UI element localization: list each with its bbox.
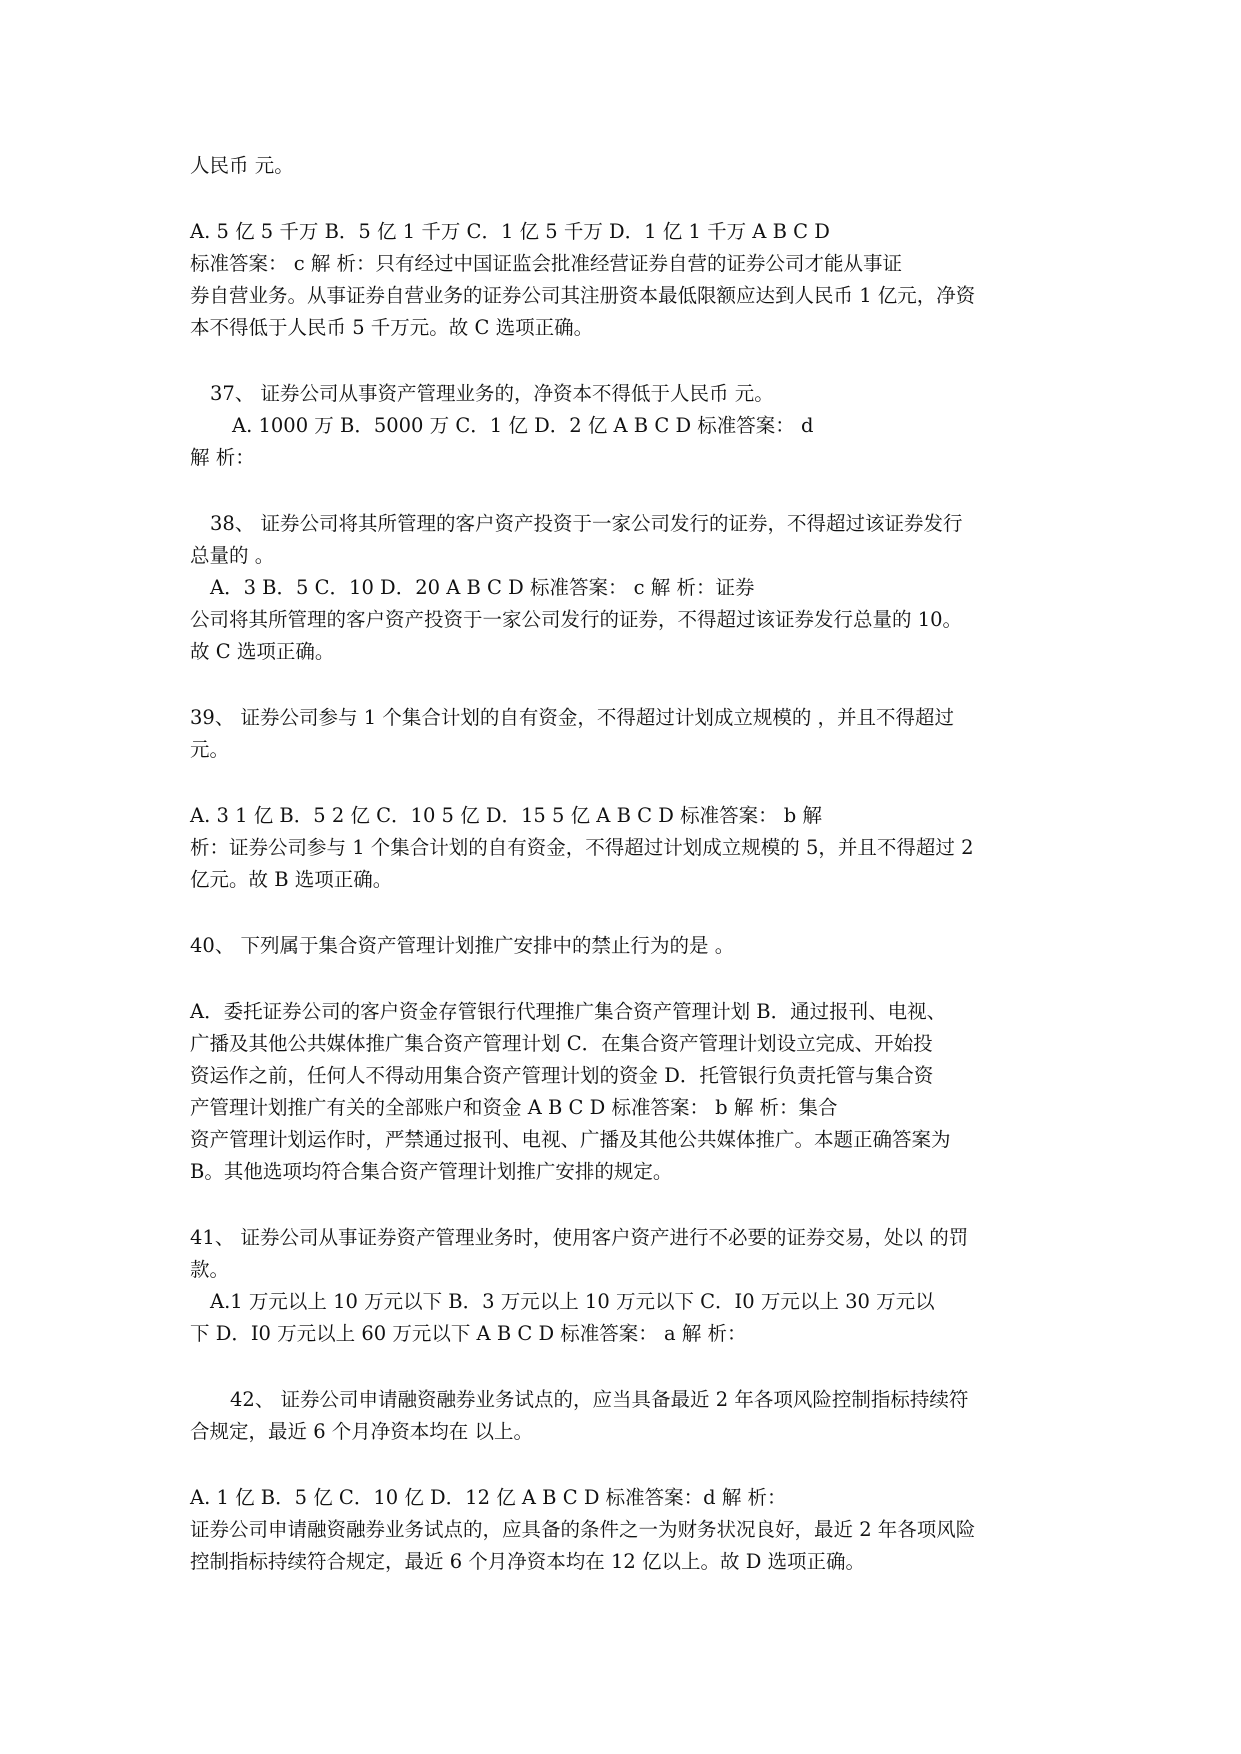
text-line: 证券公司申请融资融券业务试点的，应具备的条件之一为财务状况良好，最近 2 年各项风险 bbox=[190, 1518, 976, 1541]
text-line: 资运作之前，任何人不得动用集合资产管理计划的资金 D．托管银行负责托管与集合资 bbox=[190, 1064, 934, 1087]
text-line: 析：证券公司参与 1 个集合计划的自有资金，不得超过计划成立规模的 5，并且不得超过 2 bbox=[190, 836, 974, 859]
text-line: B。其他选项均符合集合资产管理计划推广安排的规定。 bbox=[190, 1160, 673, 1183]
question-38: 38、 证券公司将其所管理的客户资产投资于一家公司发行的证券，不得超过该证券发行 bbox=[210, 512, 963, 535]
text-line: 人民币 元。 bbox=[190, 154, 294, 177]
options-line: A．委托证券公司的客户资金存管银行代理推广集合资产管理计划 B．通过报刊、电视、 bbox=[190, 1000, 947, 1023]
text-line: 总量的 。 bbox=[190, 544, 275, 567]
options-line: A.1 万元以上 10 万元以下 B．3 万元以上 10 万元以下 C．I0 万元以上 30 万元以 bbox=[210, 1290, 935, 1313]
text-line: 控制指标持续符合规定，最近 6 个月净资本均在 12 亿以上。故 D 选项正确。 bbox=[190, 1550, 866, 1573]
text-line: 公司将其所管理的客户资产投资于一家公司发行的证券，不得超过该证券发行总量的 10。 bbox=[190, 608, 963, 631]
options-line: A. 1 亿 B．5 亿 C．10 亿 D．12 亿 A B C D 标准答案：d 解 析： bbox=[190, 1486, 787, 1509]
text-line: 券自营业务。从事证券自营业务的证券公司其注册资本最低限额应达到人民币 1 亿元，净资 bbox=[190, 284, 976, 307]
text-line: 广播及其他公共媒体推广集合资产管理计划 C．在集合资产管理计划设立完成、开始投 bbox=[190, 1032, 933, 1055]
options-line: A. 3 1 亿 B．5 2 亿 C．10 5 亿 D．15 5 亿 A B C D 标准答案： b 解 bbox=[190, 804, 822, 827]
options-line: A. 1000 万 B．5000 万 C．1 亿 D．2 亿 A B C D 标准答案： d bbox=[232, 414, 814, 437]
options-line: A．3 B．5 C．10 D．20 A B C D 标准答案： c 解 析：证券 bbox=[210, 576, 755, 599]
question-39: 39、 证券公司参与 1 个集合计划的自有资金，不得超过计划成立规模的 ，并且不得超过 bbox=[190, 706, 955, 729]
text-line: A. 5 亿 5 千万 B．5 亿 1 千万 C．1 亿 5 千万 D．1 亿 1 千万 A B C D bbox=[190, 220, 830, 243]
text-line: 资产管理计划运作时，严禁通过报刊、电视、广播及其他公共媒体推广。本题正确答案为 bbox=[190, 1128, 951, 1151]
text-line: 下 D．I0 万元以上 60 万元以下 A B C D 标准答案： a 解 析： bbox=[190, 1322, 747, 1345]
text-line: 合规定，最近 6 个月净资本均在 以上。 bbox=[190, 1420, 534, 1443]
question-40: 40、 下列属于集合资产管理计划推广安排中的禁止行为的是 。 bbox=[190, 934, 735, 957]
text-line: 产管理计划推广有关的全部账户和资金 A B C D 标准答案： b 解 析：集合 bbox=[190, 1096, 838, 1119]
question-42: 42、 证券公司申请融资融券业务试点的，应当具备最近 2 年各项风险控制指标持续符 bbox=[230, 1388, 969, 1411]
text-line: 款。 bbox=[190, 1258, 230, 1281]
text-line: 解 析： bbox=[190, 446, 255, 469]
text-line: 亿元。故 B 选项正确。 bbox=[190, 868, 393, 891]
text-line: 元。 bbox=[190, 738, 230, 761]
text-line: 本不得低于人民币 5 千万元。故 C 选项正确。 bbox=[190, 316, 594, 339]
question-41: 41、 证券公司从事证券资产管理业务时，使用客户资产进行不必要的证券交易，处以 的罚 bbox=[190, 1226, 969, 1249]
question-37: 37、 证券公司从事资产管理业务的，净资本不得低于人民币 元。 bbox=[210, 382, 774, 405]
text-line: 故 C 选项正确。 bbox=[190, 640, 335, 663]
text-line: 标准答案： c 解 析：只有经过中国证监会批准经营证券自营的证券公司才能从事证 bbox=[190, 252, 903, 275]
